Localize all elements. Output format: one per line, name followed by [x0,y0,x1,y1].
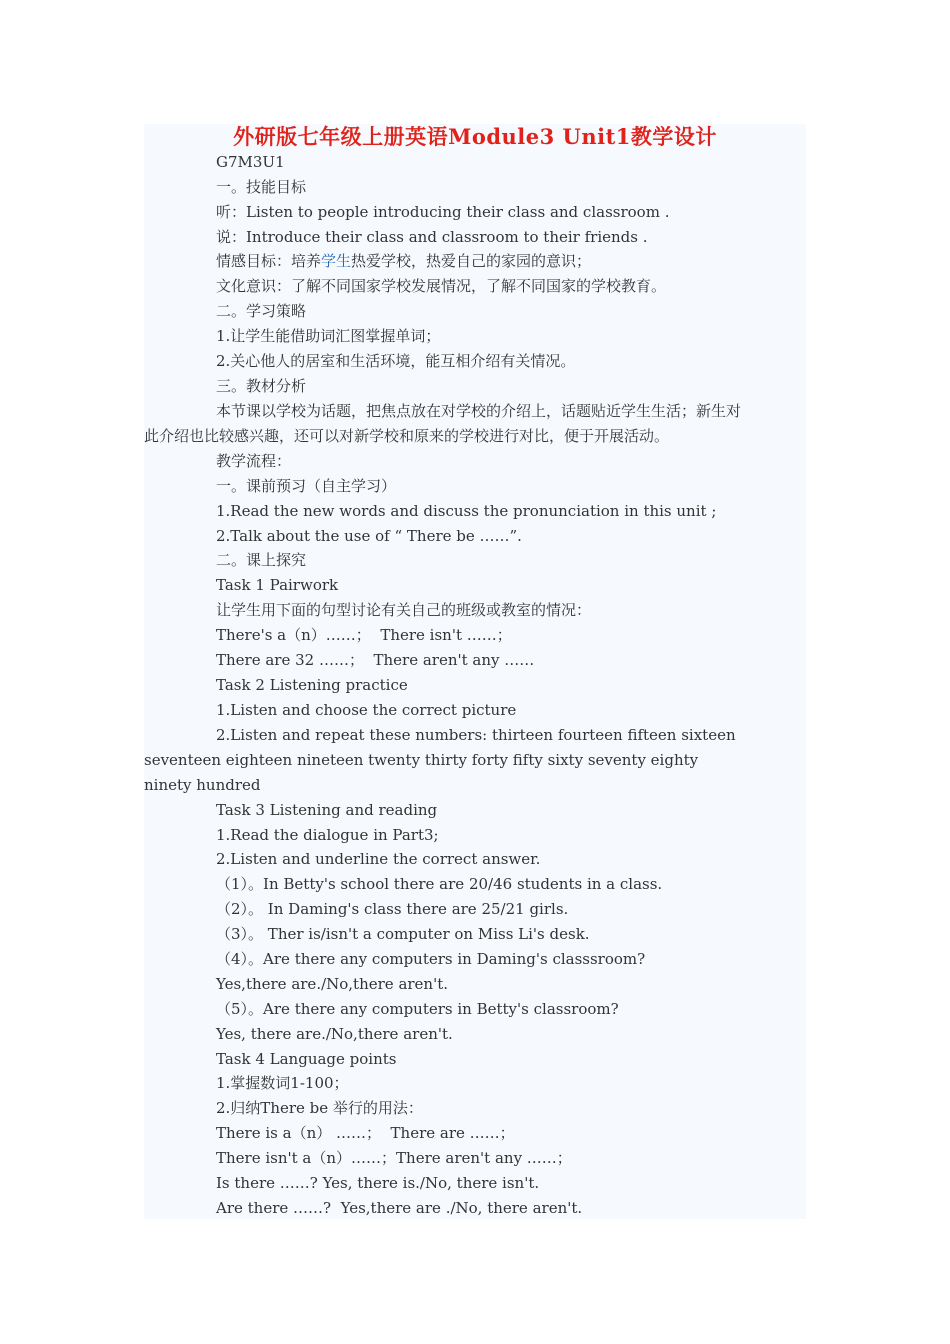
text-line: There isn't a（n）……；There aren't any ……； [216,1149,572,1167]
text-line: Yes, there are./No,there aren't. [216,1025,453,1043]
task-heading: Task 4 Language points [216,1050,397,1068]
text-line: There is a（n） ……； There are ……； [216,1124,515,1142]
text-line: ninety hundred [144,776,261,794]
text-line: 1.Read the new words and discuss the pronunciation in this unit ; [216,502,717,520]
text-fragment: 情感目标：培养 [216,252,322,270]
text-line: 文化意识：了解不同国家学校发展情况，了解不同国家的学校教育。 [216,277,667,295]
text-line: 1.Read the dialogue in Part3; [216,826,439,844]
student-link[interactable]: 学生 [321,252,352,270]
text-line: 让学生用下面的句型讨论有关自己的班级或教室的情况： [216,601,592,619]
text-line: 此介绍也比较感兴趣，还可以对新学校和原来的学校进行对比，便于开展活动。 [144,427,670,445]
text-line: 1.Listen and choose the correct picture [216,701,517,719]
text-line: Is there ……? Yes, there is./No, there isn't. [216,1174,540,1192]
text-line: 本节课以学校为话题，把焦点放在对学校的介绍上，话题贴近学生生活；新生对 [216,402,742,420]
task-heading: Task 3 Listening and reading [216,801,438,819]
text-line: There's a（n）……； There isn't ……； [216,626,512,644]
text-line: （5）。Are there any computers in Betty's classroom? [216,1000,619,1018]
text-line: 听：Listen to people introducing their class and classroom . [216,203,670,221]
text-line: 2.Listen and underline the correct answer. [216,850,541,868]
text-fragment: 热爱学校，热爱自己的家园的意识； [351,252,592,270]
text-line [216,250,591,272]
text-line: （1）。In Betty's school there are 20/46 students in a class. [216,875,663,893]
text-line: 说：Introduce their class and classroom to their friends . [216,228,648,246]
section-heading: 一。技能目标 [216,178,307,196]
text-line: 2.归纳There be 举行的用法： [216,1099,423,1117]
text-line: （2）。 In Daming's class there are 25/21 girls. [216,900,569,918]
section-heading: 二。课上探究 [216,551,307,569]
text-line: Yes,there are./No,there aren't. [216,975,449,993]
text-line: （3）。 Ther is/isn't a computer on Miss Li's desk. [216,925,590,943]
task-heading: Task 2 Listening practice [216,676,408,694]
text-line: 2.Talk about the use of “ There be ……”. [216,527,522,545]
text-line: There are 32 ……； There aren't any …… [216,651,535,669]
text-line: seventeen eighteen nineteen twenty thirty forty fifty sixty seventy eighty [144,751,699,769]
text-line: 2.Listen and repeat these numbers: thirteen fourteen fifteen sixteen [216,726,736,744]
section-heading: 三。教材分析 [216,377,307,395]
task-heading: Task 1 Pairwork [216,576,339,594]
text-line: 1.掌握数词1-100； [216,1074,349,1092]
text-line: 2.关心他人的居室和生活环境，能互相介绍有关情况。 [216,352,576,370]
section-heading: 二。学习策略 [216,302,307,320]
text-line: Are there ……? Yes,there are ./No, there aren't. [216,1199,583,1217]
text-line: （4）。Are there any computers in Daming's classsroom? [216,950,646,968]
text-line: 1.让学生能借助词汇图掌握单词； [216,327,441,345]
doc-code: G7M3U1 [216,153,285,171]
document-title: 外研版七年级上册英语Module3 Unit1教学设计 [233,124,717,149]
section-heading: 教学流程： [216,452,292,470]
section-heading: 一。课前预习（自主学习） [216,477,397,495]
